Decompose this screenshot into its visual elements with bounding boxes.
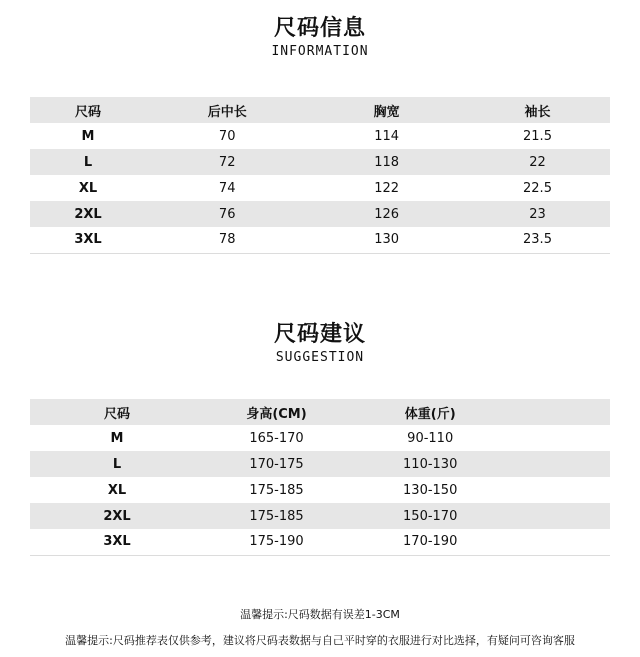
header-sleeve-length: 袖长 bbox=[524, 104, 551, 120]
measurement-error-note: 温馨提示:尺码数据有误差1-3CM bbox=[240, 608, 400, 621]
cell-size: L bbox=[83, 154, 93, 170]
table-row bbox=[30, 503, 610, 529]
cell-back-length: 70 bbox=[218, 128, 236, 144]
table-row bbox=[30, 425, 610, 451]
table-row bbox=[30, 123, 610, 149]
header-height: 身高(CM) bbox=[246, 406, 307, 422]
table-header-row bbox=[30, 399, 610, 425]
cell-height: 170-175 bbox=[249, 456, 304, 472]
cell-size: XL bbox=[78, 180, 98, 196]
cell-size: 3XL bbox=[103, 534, 131, 550]
cell-size: 2XL bbox=[74, 206, 102, 222]
header-size: 尺码 bbox=[74, 104, 101, 120]
suggestion-title: 尺码建议 bbox=[273, 322, 366, 347]
cell-height: 175-190 bbox=[249, 534, 304, 550]
header-back-length: 后中长 bbox=[207, 104, 247, 120]
cell-weight: 150-170 bbox=[403, 508, 458, 524]
cell-size: M bbox=[81, 128, 95, 144]
cell-chest-width: 114 bbox=[374, 128, 400, 144]
cell-sleeve-length: 22.5 bbox=[523, 180, 552, 196]
table-row bbox=[30, 451, 610, 477]
information-subtitle: INFORMATION bbox=[271, 44, 369, 59]
cell-sleeve-length: 23 bbox=[529, 206, 546, 222]
table-row bbox=[30, 149, 610, 175]
information-table bbox=[30, 97, 610, 254]
table-row bbox=[30, 201, 610, 227]
cell-size: M bbox=[110, 430, 124, 446]
cell-size: L bbox=[112, 456, 122, 472]
cell-back-length: 72 bbox=[218, 154, 236, 170]
cell-chest-width: 122 bbox=[374, 180, 400, 196]
information-title: 尺码信息 bbox=[273, 16, 366, 41]
cell-chest-width: 118 bbox=[374, 154, 400, 170]
cell-size: XL bbox=[107, 482, 127, 498]
header-chest-width: 胸宽 bbox=[373, 104, 400, 120]
information-heading bbox=[0, 16, 640, 60]
cell-weight: 110-130 bbox=[403, 456, 458, 472]
cell-back-length: 78 bbox=[218, 232, 236, 248]
suggestion-table bbox=[30, 399, 610, 556]
table-row bbox=[30, 529, 610, 555]
table-row bbox=[30, 477, 610, 503]
cell-back-length: 74 bbox=[218, 180, 236, 196]
suggestion-heading bbox=[0, 322, 640, 366]
cell-weight: 170-190 bbox=[403, 534, 458, 550]
size-comparison-note: 温馨提示:尺码推荐表仅供参考，建议将尺码表数据与自己平时穿的衣服进行对比选择，有疑问可咨询客服 bbox=[65, 634, 575, 647]
header-size: 尺码 bbox=[103, 406, 130, 422]
cell-height: 165-170 bbox=[249, 430, 304, 446]
cell-sleeve-length: 23.5 bbox=[523, 232, 552, 248]
cell-chest-width: 130 bbox=[374, 232, 400, 248]
cell-back-length: 76 bbox=[218, 206, 236, 222]
cell-sleeve-length: 22 bbox=[529, 154, 546, 170]
cell-height: 175-185 bbox=[249, 482, 304, 498]
suggestion-subtitle: SUGGESTION bbox=[275, 350, 365, 365]
header-weight: 体重(斤) bbox=[404, 406, 456, 422]
table-row bbox=[30, 175, 610, 201]
cell-chest-width: 126 bbox=[374, 206, 400, 222]
cell-size: 3XL bbox=[74, 232, 102, 248]
cell-weight: 90-110 bbox=[407, 430, 454, 446]
table-row bbox=[30, 227, 610, 253]
cell-weight: 130-150 bbox=[403, 482, 458, 498]
table-header-row bbox=[30, 97, 610, 123]
cell-size: 2XL bbox=[103, 508, 131, 524]
cell-sleeve-length: 21.5 bbox=[523, 128, 552, 144]
cell-height: 175-185 bbox=[249, 508, 304, 524]
